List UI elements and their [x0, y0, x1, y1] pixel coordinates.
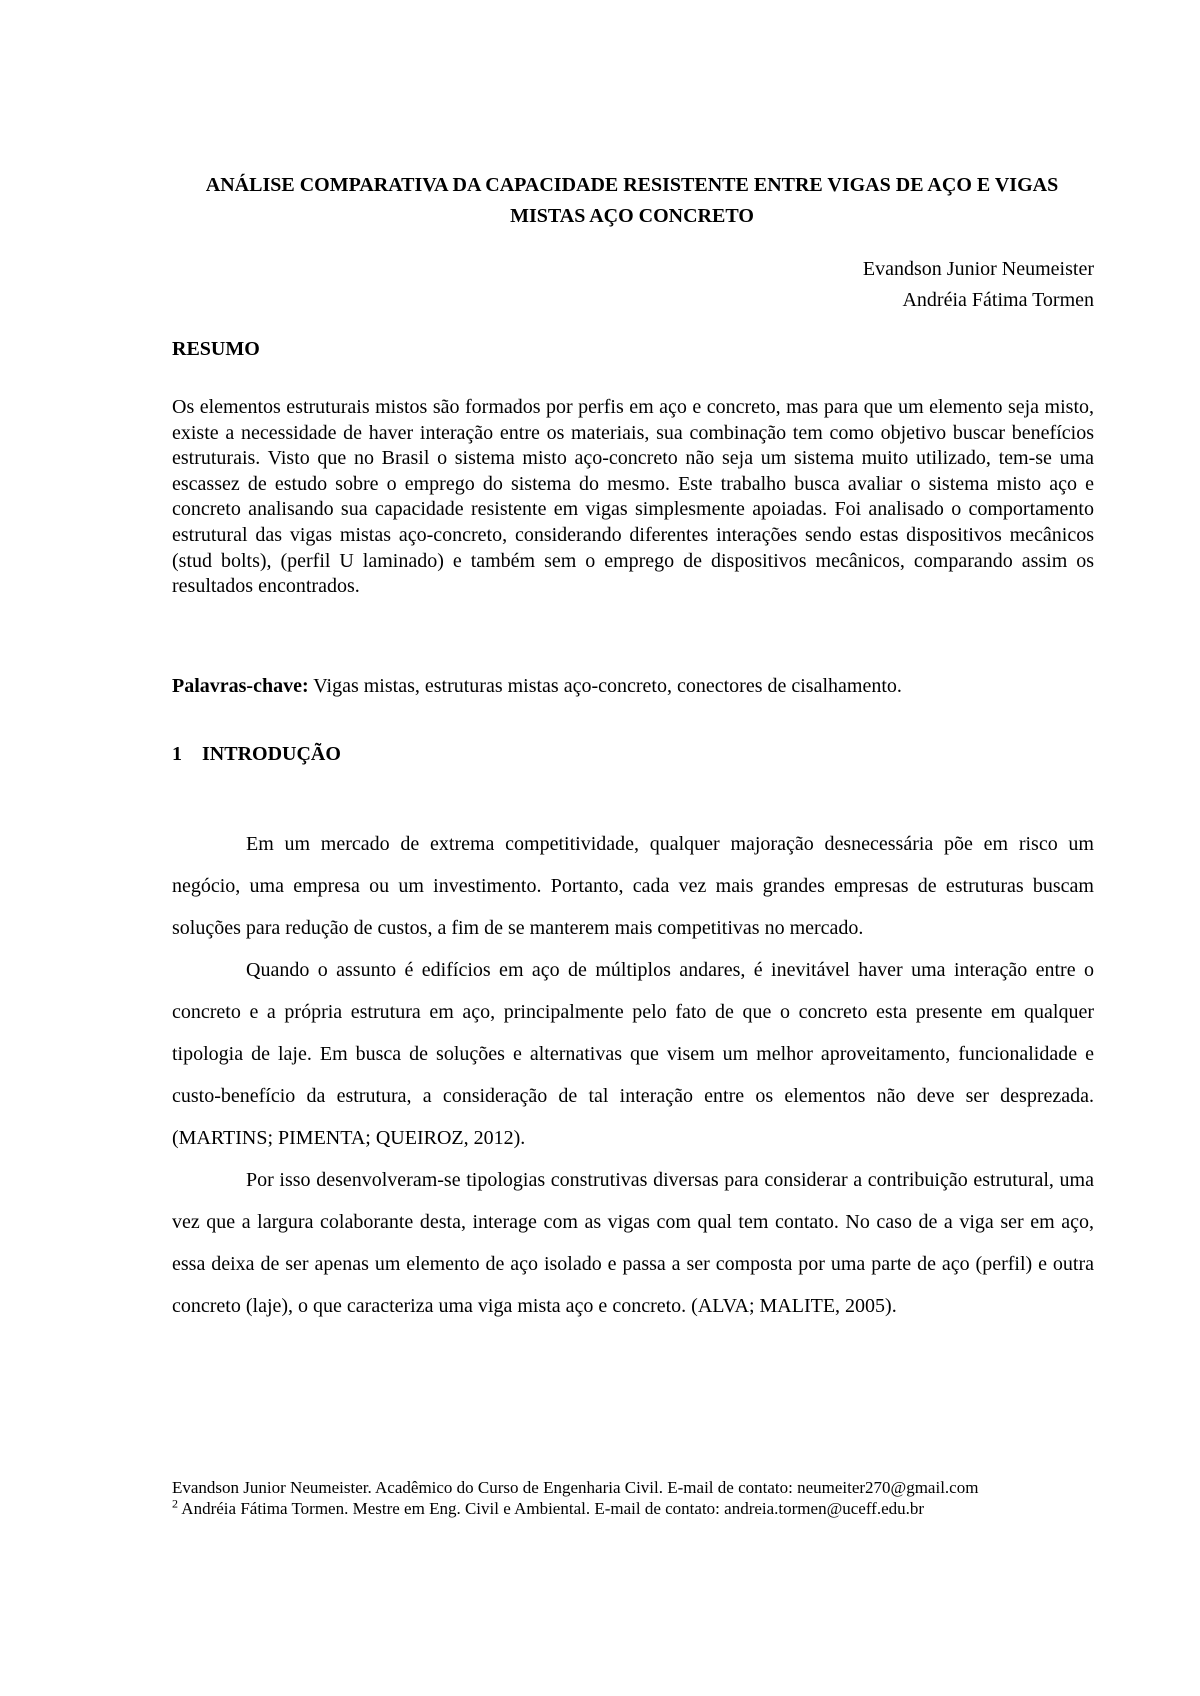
footnote — [172, 1498, 1102, 1519]
author-name: Andréia Fátima Tormen — [902, 289, 1094, 311]
paper-title: ANÁLISE COMPARATIVA DA CAPACIDADE RESISTENTE ENTRE VIGAS DE AÇO E VIGAS MISTAS AÇO CONCRETO — [205, 174, 1059, 227]
abstract-text: Os elementos estruturais mistos são formados por perfis em aço e concreto, mas para que um elemento seja misto, existe a necessidade de haver interação entre os materiais, sua combinação tem como objetivo buscar benefícios estruturais. Visto que no Brasil o sistema misto aço-concreto não seja um sistema muito utilizado, tem-se uma escassez de estudo sobre o emprego do sistema do mesmo. Este trabalho busca avaliar o sistema misto aço e concreto analisando sua capacidade resistente em vigas simplesmente apoiadas. Foi analisado o comportamento estrutural das vigas mistas aço-concreto, considerando diferentes interações sendo estas dispositivos mecânicos (stud bolts), (perfil U laminado) e também sem o emprego de dispositivos mecânicos, comparando assim os resultados encontrados. — [172, 396, 1094, 598]
body-paragraph: Em um mercado de extrema competitividade, qualquer majoração desnecessária põe em risco um negócio, uma empresa ou um investimento. Portanto, cada vez mais grandes empresas de estruturas buscam soluções para redução de custos, a fim de se manterem mais competitivas no mercado. — [172, 833, 1094, 939]
keywords-text: Vigas mistas, estruturas mistas aço-concreto, conectores de cisalhamento. — [308, 675, 902, 697]
footnote-marker: 2 — [172, 1496, 178, 1511]
abstract-heading: RESUMO — [172, 338, 260, 360]
footnote: Evandson Junior Neumeister. Acadêmico do Curso de Engenharia Civil. E-mail de contato: neumeiter270@gmail.com — [172, 1478, 979, 1497]
section-title: INTRODUÇÃO — [202, 743, 341, 765]
author-list — [863, 254, 1094, 316]
author-name: Evandson Junior Neumeister — [862, 258, 1094, 280]
keywords — [172, 674, 1094, 699]
section-number: 1 — [172, 743, 182, 765]
section-body — [172, 823, 1094, 1327]
footnotes — [172, 1477, 1102, 1519]
body-paragraph: Quando o assunto é edifícios em aço de múltiplos andares, é inevitável haver uma interação entre o concreto e a própria estrutura em aço, principalmente pelo fato de que o concreto esta presente em qualquer tipologia de laje. Em busca de soluções e alternativas que visem um melhor aproveitamento, funcionalidade e custo-benefício da estrutura, a consideração de tal interação entre os elementos não deve ser desprezada. (MARTINS; PIMENTA; QUEIROZ, 2012). — [172, 959, 1094, 1149]
footnote-text: Andréia Fátima Tormen. Mestre em Eng. Civil e Ambiental. E-mail de contato: andreia.tormen@uceff.edu.br — [178, 1499, 925, 1518]
keywords-label: Palavras-chave: — [172, 675, 309, 697]
body-paragraph: Por isso desenvolveram-se tipologias construtivas diversas para considerar a contribuição estrutural, uma vez que a largura colaborante desta, interage com as vigas com qual tem contato. No caso de a viga ser em aço, essa deixa de ser apenas um elemento de aço isolado e passa a ser composta por uma parte de aço (perfil) e outra concreto (laje), o que caracteriza uma viga mista aço e concreto. (ALVA; MALITE, 2005). — [172, 1169, 1094, 1317]
section-heading — [172, 743, 341, 766]
